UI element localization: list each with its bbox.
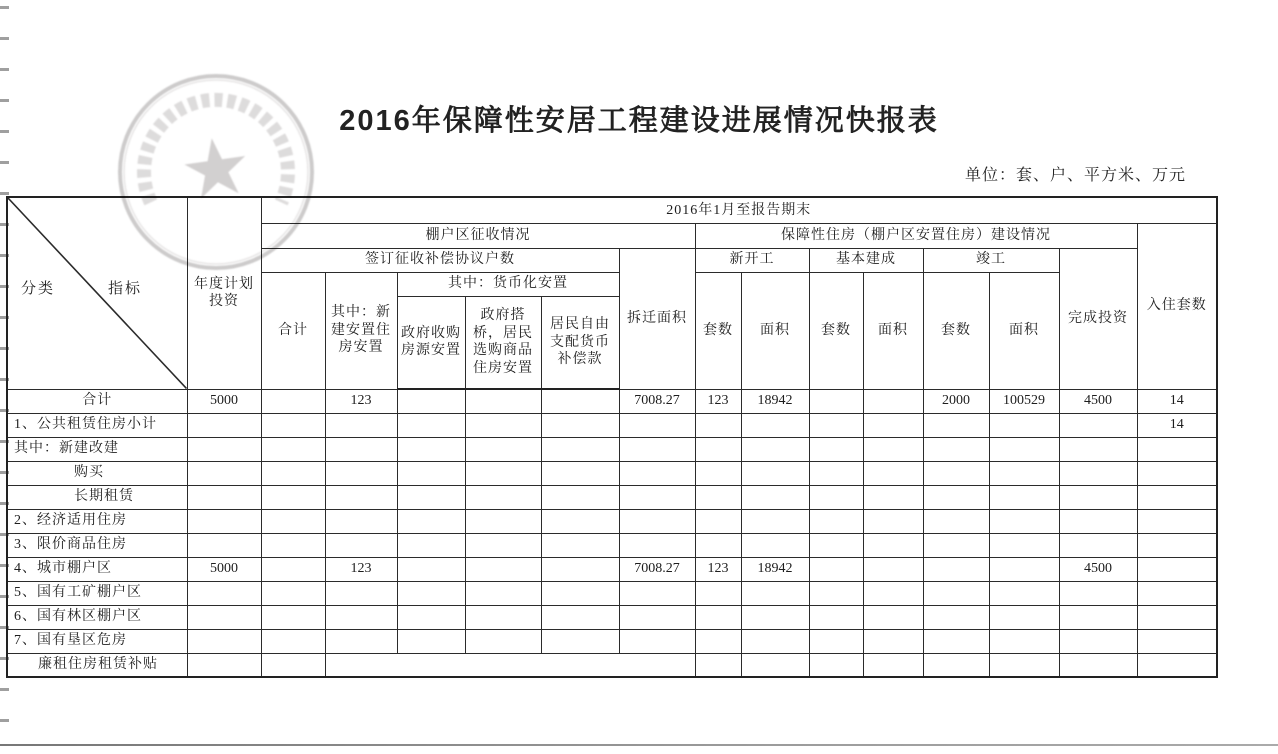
data-cell [1059, 437, 1137, 461]
header-basically-built: 基本建成 [809, 248, 923, 272]
header-resident-free-money: 居民自由支配货币补偿款 [541, 296, 619, 389]
data-cell [1137, 533, 1217, 557]
data-cell [325, 509, 397, 533]
data-cell [809, 509, 863, 533]
data-cell [465, 485, 541, 509]
data-cell [187, 533, 261, 557]
table-row [7, 485, 1217, 509]
header-completed-area: 面积 [989, 272, 1059, 389]
data-cell [465, 581, 541, 605]
data-cell [923, 437, 989, 461]
data-cell [541, 413, 619, 437]
data-cell [989, 509, 1059, 533]
table-row [7, 533, 1217, 557]
data-cell [989, 485, 1059, 509]
row-label-cell: 7、国有垦区危房 [7, 629, 187, 653]
data-cell [1059, 485, 1137, 509]
data-cell [541, 557, 619, 581]
data-cell [465, 629, 541, 653]
data-cell [989, 533, 1059, 557]
data-cell: 7008.27 [619, 557, 695, 581]
header-monetary-resettlement: 其中：货币化安置 [397, 272, 619, 296]
data-cell [989, 461, 1059, 485]
data-cell [1059, 413, 1137, 437]
data-cell [695, 533, 741, 557]
table-row [7, 629, 1217, 653]
data-cell [863, 533, 923, 557]
data-cell [325, 461, 397, 485]
data-cell [695, 509, 741, 533]
data-cell [863, 605, 923, 629]
data-cell [619, 533, 695, 557]
data-cell [809, 581, 863, 605]
data-cell [397, 533, 465, 557]
data-cell [809, 653, 863, 677]
data-cell [465, 533, 541, 557]
data-cell [1059, 461, 1137, 485]
data-cell [809, 629, 863, 653]
data-cell [397, 461, 465, 485]
data-cell [1137, 629, 1217, 653]
data-cell [187, 509, 261, 533]
data-cell [1059, 581, 1137, 605]
data-cell [465, 461, 541, 485]
page-title: 2016年保障性安居工程建设进展情况快报表 [339, 105, 939, 137]
data-cell [261, 413, 325, 437]
report-table [6, 196, 1218, 678]
header-group-housing-construction: 保障性住房（棚户区安置住房）建设情况 [695, 223, 1137, 248]
data-cell: 7008.27 [619, 389, 695, 413]
data-cell [261, 605, 325, 629]
data-cell [923, 509, 989, 533]
data-cell [695, 485, 741, 509]
data-cell [261, 653, 325, 677]
data-cell [741, 461, 809, 485]
data-cell [187, 461, 261, 485]
data-cell [923, 653, 989, 677]
data-cell: 18942 [741, 389, 809, 413]
data-cell [1059, 605, 1137, 629]
data-cell [541, 533, 619, 557]
data-cell [863, 581, 923, 605]
data-cell [741, 653, 809, 677]
data-cell [989, 413, 1059, 437]
data-cell [397, 629, 465, 653]
data-cell [695, 653, 741, 677]
table-body [7, 389, 1217, 677]
data-cell [989, 437, 1059, 461]
data-cell: 18942 [741, 557, 809, 581]
data-cell [397, 557, 465, 581]
header-report-period: 2016年1月至报告期末 [261, 197, 1217, 223]
data-cell [187, 485, 261, 509]
table-row [7, 509, 1217, 533]
data-cell [989, 605, 1059, 629]
data-cell [741, 413, 809, 437]
data-cell [923, 461, 989, 485]
data-cell [695, 461, 741, 485]
data-cell [397, 509, 465, 533]
data-cell [809, 533, 863, 557]
data-cell: 123 [695, 389, 741, 413]
data-cell [923, 581, 989, 605]
data-cell [741, 509, 809, 533]
data-cell [1137, 581, 1217, 605]
header-signed-agreements: 签订征收补偿协议户数 [261, 248, 619, 272]
unit-note: 单位：套、户、平方米、万元 [964, 167, 1186, 184]
data-cell [261, 509, 325, 533]
data-cell: 5000 [187, 557, 261, 581]
data-cell [619, 437, 695, 461]
header-built-units: 套数 [809, 272, 863, 389]
data-cell [261, 485, 325, 509]
data-cell: 5000 [187, 389, 261, 413]
data-cell: 123 [325, 557, 397, 581]
data-cell [261, 581, 325, 605]
data-cell [261, 533, 325, 557]
data-cell [1059, 653, 1137, 677]
data-cell [261, 557, 325, 581]
data-cell [809, 485, 863, 509]
data-cell [397, 605, 465, 629]
data-cell [325, 413, 397, 437]
data-cell [541, 605, 619, 629]
header-completed: 竣工 [923, 248, 1059, 272]
data-cell [619, 413, 695, 437]
data-cell [187, 413, 261, 437]
data-cell [923, 533, 989, 557]
header-newstart-units: 套数 [695, 272, 741, 389]
table-header [7, 197, 1217, 389]
data-cell [261, 437, 325, 461]
data-cell [741, 437, 809, 461]
data-cell [541, 437, 619, 461]
data-cell [863, 509, 923, 533]
row-label-cell: 4、城市棚户区 [7, 557, 187, 581]
corner-label-indicator: 指标 [108, 281, 143, 297]
data-cell [261, 389, 325, 413]
data-cell [465, 413, 541, 437]
row-label-cell: 合计 [7, 389, 187, 413]
data-cell [863, 485, 923, 509]
data-cell [809, 437, 863, 461]
corner-label-category: 分类 [21, 281, 56, 297]
data-cell [923, 557, 989, 581]
data-cell [1059, 629, 1137, 653]
data-cell [397, 437, 465, 461]
data-cell [863, 413, 923, 437]
data-cell [863, 653, 923, 677]
data-cell [989, 557, 1059, 581]
data-cell [397, 413, 465, 437]
row-label-cell: 6、国有林区棚户区 [7, 605, 187, 629]
data-cell [325, 485, 397, 509]
row-label-cell: 廉租住房租赁补贴 [7, 653, 187, 677]
header-resettle-new-housing: 其中：新建安置住房安置 [325, 272, 397, 389]
header-occupied-units: 入住套数 [1137, 223, 1217, 389]
row-label-cell: 购买 [7, 461, 187, 485]
data-cell [741, 485, 809, 509]
data-cell [863, 629, 923, 653]
data-cell [863, 437, 923, 461]
data-cell: 14 [1137, 413, 1217, 437]
header-demolition-area: 拆迁面积 [619, 248, 695, 389]
data-cell [695, 581, 741, 605]
data-cell [465, 557, 541, 581]
data-cell [809, 605, 863, 629]
corner-category-indicator-cell [7, 197, 187, 389]
data-cell: 4500 [1059, 389, 1137, 413]
data-cell [465, 605, 541, 629]
table-row [7, 437, 1217, 461]
data-cell [187, 605, 261, 629]
data-cell [809, 389, 863, 413]
row-label-cell: 3、限价商品住房 [7, 533, 187, 557]
data-cell [541, 581, 619, 605]
data-cell [261, 461, 325, 485]
data-cell [1059, 533, 1137, 557]
header-annual-plan-investment: 年度计划投资 [187, 197, 261, 389]
header-gov-purchase: 政府收购房源安置 [397, 296, 465, 389]
data-cell [465, 509, 541, 533]
data-cell [465, 437, 541, 461]
data-cell [325, 605, 397, 629]
data-cell [1059, 509, 1137, 533]
data-cell [1137, 437, 1217, 461]
data-cell [187, 437, 261, 461]
data-cell: 123 [325, 389, 397, 413]
table-row [7, 557, 1217, 581]
table-row [7, 413, 1217, 437]
data-cell [1137, 605, 1217, 629]
data-cell [325, 581, 397, 605]
data-cell [397, 581, 465, 605]
data-cell [863, 461, 923, 485]
data-cell [989, 653, 1059, 677]
data-cell: 123 [695, 557, 741, 581]
data-cell [741, 629, 809, 653]
data-cell [809, 461, 863, 485]
header-built-area: 面积 [863, 272, 923, 389]
data-cell [325, 437, 397, 461]
data-cell [541, 509, 619, 533]
data-cell [619, 581, 695, 605]
data-cell [619, 509, 695, 533]
table-row [7, 461, 1217, 485]
data-cell [619, 605, 695, 629]
data-cell [695, 629, 741, 653]
data-cell [541, 629, 619, 653]
data-cell [619, 461, 695, 485]
data-cell [261, 629, 325, 653]
data-cell [863, 389, 923, 413]
data-cell [695, 605, 741, 629]
row-label-cell: 其中：新建改建 [7, 437, 187, 461]
header-group-shantytown-levy: 棚户区征收情况 [261, 223, 695, 248]
data-cell [619, 485, 695, 509]
star-icon: ★ [173, 117, 258, 220]
data-cell: 4500 [1059, 557, 1137, 581]
data-cell [619, 629, 695, 653]
table-row [7, 581, 1217, 605]
data-cell [863, 557, 923, 581]
data-cell [397, 485, 465, 509]
header-new-start: 新开工 [695, 248, 809, 272]
row-label-cell: 5、国有工矿棚户区 [7, 581, 187, 605]
data-cell [325, 653, 695, 677]
data-cell [1137, 557, 1217, 581]
table-row [7, 653, 1217, 677]
header-newstart-area: 面积 [741, 272, 809, 389]
header-investment-done: 完成投资 [1059, 248, 1137, 389]
data-cell [923, 629, 989, 653]
data-cell [1137, 461, 1217, 485]
data-cell [1137, 485, 1217, 509]
data-cell [541, 461, 619, 485]
header-completed-units: 套数 [923, 272, 989, 389]
header-gov-bridge: 政府搭桥，居民选购商品住房安置 [465, 296, 541, 389]
data-cell: 2000 [923, 389, 989, 413]
data-cell [989, 581, 1059, 605]
data-cell [923, 605, 989, 629]
table-row [7, 389, 1217, 413]
data-cell [187, 653, 261, 677]
row-label-cell: 1、公共租赁住房小计 [7, 413, 187, 437]
data-cell [923, 413, 989, 437]
header-agreements-total: 合计 [261, 272, 325, 389]
data-cell [465, 389, 541, 413]
scan-bottom-line [0, 744, 1278, 746]
data-cell [325, 533, 397, 557]
data-cell: 100529 [989, 389, 1059, 413]
data-cell [397, 389, 465, 413]
data-cell [809, 413, 863, 437]
row-label-cell: 2、经济适用住房 [7, 509, 187, 533]
data-cell [1137, 653, 1217, 677]
data-cell [741, 533, 809, 557]
data-cell [741, 605, 809, 629]
data-cell [1137, 509, 1217, 533]
data-cell: 14 [1137, 389, 1217, 413]
data-cell [741, 581, 809, 605]
data-cell [187, 629, 261, 653]
data-cell [809, 557, 863, 581]
data-cell [695, 413, 741, 437]
table-row [7, 605, 1217, 629]
data-cell [187, 581, 261, 605]
data-cell [695, 437, 741, 461]
data-cell [923, 485, 989, 509]
data-cell [989, 629, 1059, 653]
row-label-cell: 长期租赁 [7, 485, 187, 509]
data-cell [325, 629, 397, 653]
data-cell [541, 485, 619, 509]
data-cell [541, 389, 619, 413]
